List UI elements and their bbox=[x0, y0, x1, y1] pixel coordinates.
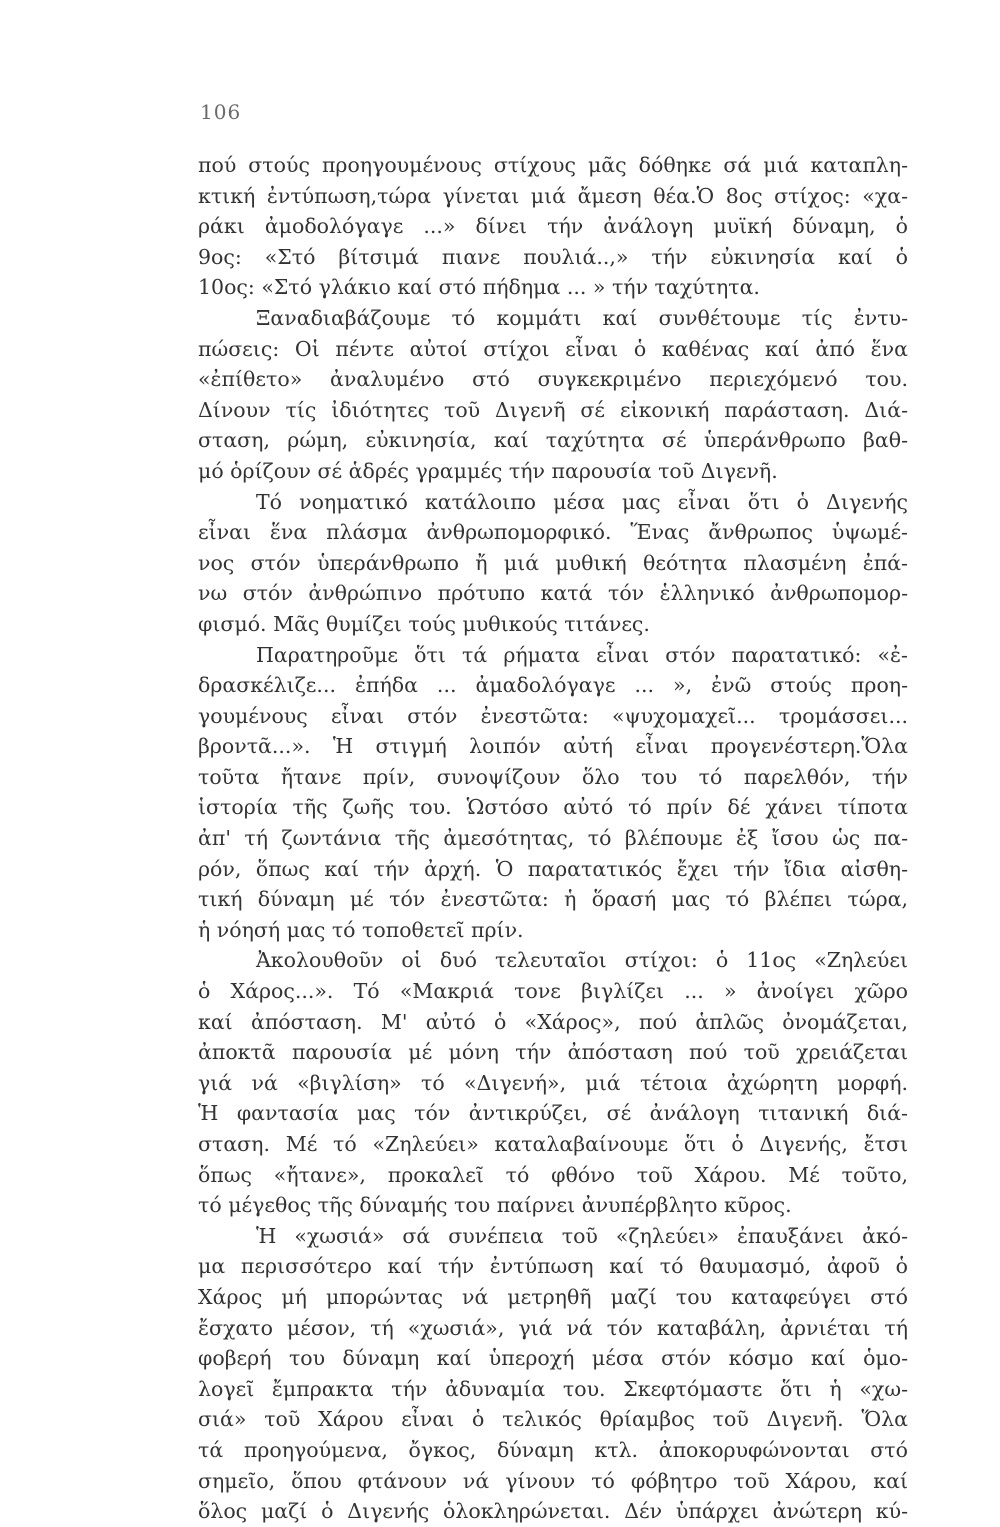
text-line: βροντᾶ...». Ἡ στιγμή λοιπόν αὐτή εἶναι προγενέστερη.Ὅλα bbox=[198, 734, 908, 759]
text-line: ὅπως «ἤτανε», προκαλεῖ τό φθόνο τοῦ Χάρου. Μέ τοῦτο, bbox=[198, 1162, 908, 1187]
text-line: σταση, ρώμη, εὐκινησία, καί ταχύτητα σέ ὑπεράνθρωπο βαθ- bbox=[198, 428, 908, 453]
text-line: μα περισσότερο καί τήν ἐντύπωση καί τό θαυμασμό, ἀφοῦ ὁ bbox=[198, 1254, 908, 1279]
text-line: Χάρος μή μπορώντας νά μετρηθῆ μαζί του καταφεύγει στό bbox=[198, 1284, 908, 1309]
text-line: καί ἀπόσταση. Μ' αὐτό ὁ «Χάρος», πού ἁπλῶς ὀνομάζεται, bbox=[198, 1009, 908, 1034]
text-line: τό μέγεθος τῆς δύναμής του παίρνει ἀνυπέρβλητο κῦρος. bbox=[198, 1193, 792, 1218]
page-number: 106 bbox=[200, 100, 242, 124]
text-line: δρασκέλιζε... ἐπήδα ... ἀμαδολόγαγε ... », ἐνῶ στούς προη- bbox=[198, 673, 908, 698]
body-text bbox=[198, 150, 908, 1527]
text-line: πού στούς προηγουμένους στίχους μᾶς δόθηκε σά μιά καταπλη- bbox=[198, 153, 908, 177]
text-line: σημεῖο, ὅπου φτάνουν νά γίνουν τό φόβητρο τοῦ Χάρου, καί bbox=[198, 1468, 908, 1493]
text-line: Παρατηροῦμε ὅτι τά ρήματα εἶναι στόν παρατατικό: «ἐ- bbox=[256, 642, 908, 667]
text-line: μό ὁρίζουν σέ ἁδρές γραμμές τήν παρουσία τοῦ Διγενῆ. bbox=[198, 458, 778, 483]
text-line: ἱστορία τῆς ζωῆς του. Ὡστόσο αὐτό τό πρίν δέ χάνει τίποτα bbox=[198, 795, 908, 820]
text-line: τική δύναμη μέ τόν ἐνεστῶτα: ἡ ὅρασή μας τό βλέπει τώρα, bbox=[198, 887, 908, 912]
text-line: νω στόν ἀνθρώπινο πρότυπο κατά τόν ἑλληνικό ἀνθρωπομορ- bbox=[198, 581, 908, 606]
text-line: 9ος: «Στό βίτσιμά πιανε πουλιά..,» τήν εὐκινησία καί ὁ bbox=[198, 244, 908, 269]
text-line: ράκι ἀμοδολόγαγε ...» δίνει τήν ἀνάλογη μυϊκή δύναμη, ὁ bbox=[198, 214, 908, 239]
text-line: ἀποκτᾶ παρουσία μέ μόνη τήν ἀπόσταση πού τοῦ χρειάζεται bbox=[198, 1040, 908, 1065]
text-line: Τό νοηματικό κατάλοιπο μέσα μας εἶναι ὅτι ὁ Διγενής bbox=[256, 489, 908, 514]
text-line: σταση. Μέ τό «Ζηλεύει» καταλαβαίνουμε ὅτι ὁ Διγενής, ἔτσι bbox=[198, 1132, 908, 1156]
text-line: γιά νά «βιγλίση» τό «Διγενή», μιά τέτοια ἀχώρητη μορφή. bbox=[198, 1070, 908, 1095]
text-line: Ἀκολουθοῦν οἱ δυό τελευταῖοι στίχοι: ὁ 11ος «Ζηλεύει bbox=[256, 948, 908, 973]
text-line: ἀπ' τή ζωντάνια τῆς ἀμεσότητας, τό βλέπουμε ἐξ ἴσου ὡς πα- bbox=[198, 826, 908, 851]
text-line: «ἐπίθετο» ἀναλυμένο στό συγκεκριμένο περιεχόμενό του. bbox=[198, 367, 908, 392]
text-line: τοῦτα ἤτανε πρίν, συνοψίζουν ὅλο του τό παρελθόν, τήν bbox=[198, 764, 908, 789]
text-line: Δίνουν τίς ἰδιότητες τοῦ Διγενῆ σέ εἰκονική παράσταση. Διά- bbox=[198, 397, 908, 422]
text-line: νος στόν ὑπεράνθρωπο ἤ μιά μυθική θεότητα πλασμένη ἐπά- bbox=[198, 550, 908, 575]
text-line: κτική ἐντύπωση,τώρα γίνεται μιά ἄμεση θέα.Ὁ 8ος στίχος: «χα- bbox=[198, 183, 908, 208]
text-line: 10ος: «Στό γλάκιο καί στό πήδημα ... » τήν ταχύτητα. bbox=[198, 275, 760, 300]
text-line: γουμένους εἶναι στόν ἐνεστῶτα: «ψυχομαχεῖ... τρομάσσει... bbox=[198, 703, 908, 728]
text-line: ὅλος μαζί ὁ Διγενής ὁλοκληρώνεται. Δέν ὑπάρχει ἀνώτερη κύ- bbox=[198, 1499, 908, 1524]
text-line: τά προηγούμενα, ὄγκος, δύναμη κτλ. ἀποκορυφώνονται στό bbox=[198, 1437, 908, 1462]
text-line: εἶναι ἕνα πλάσμα ἀνθρωπομορφικό. Ἕνας ἄνθρωπος ὑψωμέ- bbox=[198, 520, 908, 545]
text-line: ὁ Χάρος...». Τό «Μακριά τονε βιγλίζει ... » ἀνοίγει χῶρο bbox=[198, 979, 908, 1004]
text-line: ἔσχατο μέσον, τή «χωσιά», γιά νά τόν καταβάλη, ἀρνιέται τή bbox=[198, 1315, 908, 1340]
text-line: φισμό. Μᾶς θυμίζει τούς μυθικούς τιτάνες. bbox=[198, 611, 650, 636]
text-line: σιά» τοῦ Χάρου εἶναι ὁ τελικός θρίαμβος τοῦ Διγενῆ. Ὅλα bbox=[198, 1407, 908, 1432]
text-line: φοβερή του δύναμη καί ὑπεροχή μέσα στόν κόσμο καί ὁμο- bbox=[198, 1346, 908, 1371]
text-line: ἡ νόησή μας τό τοποθετεῖ πρίν. bbox=[198, 917, 524, 942]
text-line: Ἡ «χωσιά» σά συνέπεια τοῦ «ζηλεύει» ἐπαυξάνει ἀκό- bbox=[256, 1223, 908, 1248]
text-line: Ξαναδιαβάζουμε τό κομμάτι καί συνθέτουμε τίς ἐντυ- bbox=[256, 305, 908, 330]
text-line: Ἡ φαντασία μας τόν ἀντικρύζει, σέ ἀνάλογη τιτανική διά- bbox=[198, 1101, 908, 1126]
text-line: λογεῖ ἔμπρακτα τήν ἀδυναμία του. Σκεφτόμαστε ὅτι ἡ «χω- bbox=[198, 1376, 908, 1401]
text-line: πώσεις: Οἱ πέντε αὐτοί στίχοι εἶναι ὁ καθένας καί ἀπό ἕνα bbox=[198, 336, 908, 361]
text-line: ρόν, ὅπως καί τήν ἀρχή. Ὁ παρατατικός ἔχει τήν ἴδια αἰσθη- bbox=[198, 856, 908, 881]
